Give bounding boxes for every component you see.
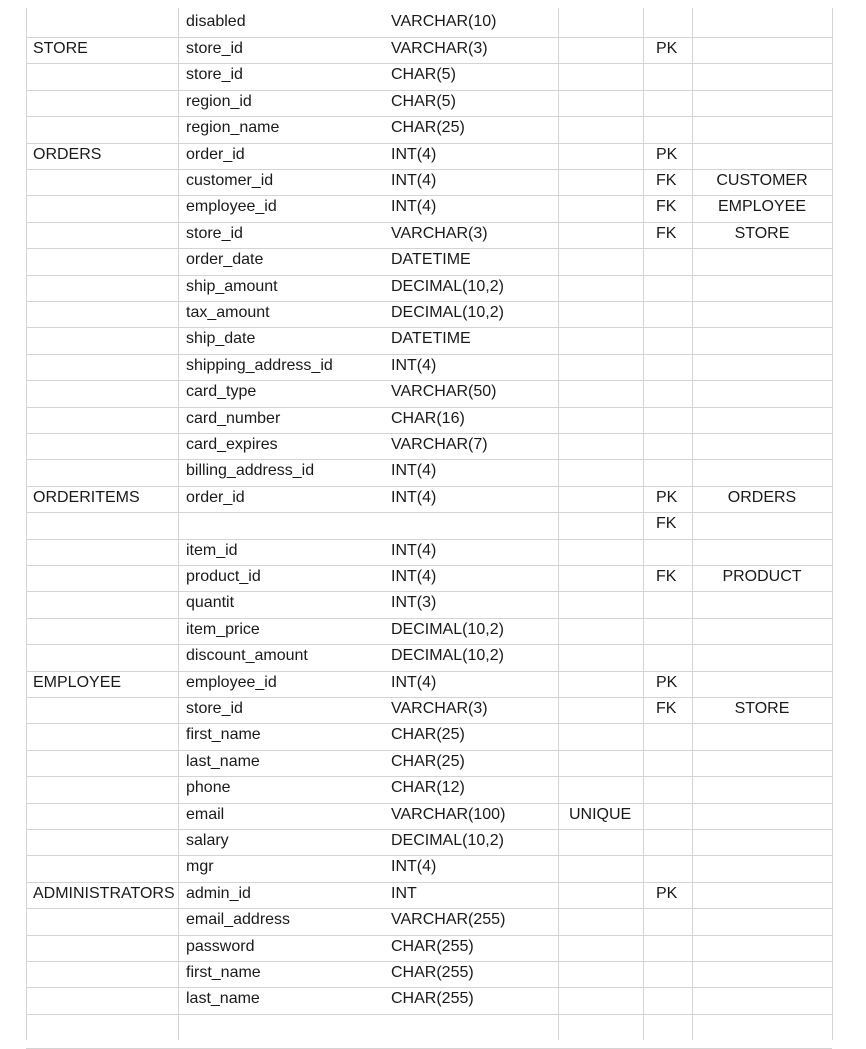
data-type-cell: CHAR(5) [391,92,456,110]
table-row [26,380,832,406]
table-row [26,459,832,485]
table-name-cell: STORE [33,40,88,57]
table-name-cell: ADMINISTRATORS [33,884,175,902]
data-type-cell: DECIMAL(10,2) [391,620,504,638]
table-row [26,433,832,459]
column-divider [832,8,833,1040]
table-row [26,407,832,433]
table-row [26,935,832,961]
row-divider [26,1014,832,1015]
field-name-cell: region_name [186,119,280,137]
table-row [26,275,832,301]
table-row [26,539,832,565]
data-type-cell: CHAR(25) [391,119,465,137]
table-row [26,908,832,934]
data-type-cell: CHAR(16) [391,409,465,427]
table-name-cell: ORDERITEMS [33,488,140,506]
data-type-cell: DECIMAL(10,2) [391,304,504,321]
data-type-cell: VARCHAR(100) [391,805,506,823]
field-name-cell: employee_id [186,198,277,216]
table-row [26,987,832,1013]
field-name-cell: disabled [186,13,246,30]
table-row [26,486,832,512]
data-type-cell: CHAR(12) [391,779,465,797]
field-name-cell: store_id [186,224,243,242]
field-name-cell: salary [186,832,229,849]
field-name-cell: discount_amount [186,647,308,665]
data-type-cell: INT(3) [391,594,437,612]
reference-cell: STORE [734,700,790,717]
data-type-cell: INT [391,884,417,902]
table-row [26,591,832,617]
field-name-cell: card_number [186,409,281,427]
table-row [26,776,832,802]
data-type-cell: INT(4) [391,858,437,876]
table-row [26,37,832,63]
key-cell: PK [656,673,678,691]
data-type-cell: INT(4) [391,198,437,216]
field-name-cell: order_id [186,488,245,506]
table-row [26,8,832,37]
data-type-cell: VARCHAR(3) [391,40,488,57]
reference-cell: CUSTOMER [716,172,808,189]
table-row [26,90,832,116]
data-type-cell: CHAR(5) [391,66,456,84]
data-type-cell: VARCHAR(7) [391,436,488,453]
field-name-cell: first_name [186,964,261,981]
data-type-cell: VARCHAR(50) [391,383,497,401]
data-type-cell: INT(4) [391,172,437,189]
table-row [26,697,832,723]
field-name-cell: ship_amount [186,277,278,295]
data-type-cell: INT(4) [391,356,437,374]
table-row [26,961,832,987]
table-row [26,327,832,353]
data-type-cell: VARCHAR(10) [391,13,497,30]
key-cell: FK [656,515,677,533]
table-row [26,222,832,248]
schema-table [26,8,832,1018]
table-row [26,618,832,644]
table-row [26,829,832,855]
table-row [26,750,832,776]
key-cell: FK [656,172,677,189]
table-row [26,301,832,327]
table-row [26,116,832,142]
table-row [26,803,832,829]
unique-cell: UNIQUE [569,805,632,823]
data-type-cell: VARCHAR(3) [391,700,488,717]
data-type-cell: CHAR(25) [391,726,465,744]
field-name-cell: store_id [186,700,243,717]
table-row [26,248,832,274]
field-name-cell: mgr [186,858,214,876]
reference-cell: EMPLOYEE [717,198,807,216]
data-type-cell: DECIMAL(10,2) [391,832,504,849]
table-row [26,169,832,195]
data-type-cell: INT(4) [391,145,437,163]
table-row [26,855,832,881]
key-cell: PK [656,40,678,57]
data-type-cell: DECIMAL(10,2) [391,647,504,665]
table-row [26,882,832,908]
data-type-cell: CHAR(255) [391,964,474,981]
data-type-cell: CHAR(25) [391,752,465,770]
field-name-cell: last_name [186,752,260,770]
data-type-cell: DECIMAL(10,2) [391,277,504,295]
table-row [26,512,832,538]
field-name-cell: region_id [186,92,252,110]
key-cell: FK [656,568,677,585]
field-name-cell: shipping_address_id [186,356,333,374]
table-row [26,723,832,749]
field-name-cell: tax_amount [186,304,270,321]
field-name-cell: password [186,937,255,955]
data-type-cell: INT(4) [391,541,437,559]
data-type-cell: DATETIME [391,251,471,269]
table-row [26,354,832,380]
field-name-cell: ship_date [186,330,256,348]
table-row [26,63,832,89]
field-name-cell: store_id [186,40,243,57]
data-type-cell: VARCHAR(3) [391,224,488,242]
table-name-cell: EMPLOYEE [33,673,122,691]
table-name-cell: ORDERS [33,145,102,163]
data-type-cell: INT(4) [391,568,437,585]
data-type-cell: DATETIME [391,330,471,348]
field-name-cell: order_date [186,251,264,269]
field-name-cell: phone [186,779,231,797]
field-name-cell: item_price [186,620,260,638]
table-row [26,195,832,221]
data-type-cell: INT(4) [391,488,437,506]
data-type-cell: VARCHAR(255) [391,911,506,929]
key-cell: PK [656,884,678,902]
field-name-cell: customer_id [186,172,274,189]
data-type-cell: CHAR(255) [391,990,474,1008]
reference-cell: PRODUCT [722,568,802,585]
field-name-cell: employee_id [186,673,277,691]
field-name-cell: card_type [186,383,257,401]
data-type-cell: CHAR(255) [391,937,474,955]
field-name-cell: email_address [186,911,291,929]
field-name-cell: billing_address_id [186,462,315,480]
field-name-cell: quantit [186,594,235,612]
key-cell: FK [656,700,677,717]
field-name-cell: store_id [186,66,243,84]
field-name-cell: card_expires [186,436,278,453]
field-name-cell: email [186,805,225,823]
data-type-cell: INT(4) [391,462,437,480]
key-cell: FK [656,198,677,216]
key-cell: FK [656,224,677,242]
field-name-cell: order_id [186,145,245,163]
data-type-cell: INT(4) [391,673,437,691]
table-row [26,143,832,169]
field-name-cell: first_name [186,726,261,744]
field-name-cell: admin_id [186,884,251,902]
field-name-cell: product_id [186,568,261,585]
field-name-cell: item_id [186,541,238,559]
reference-cell: ORDERS [727,488,797,506]
table-row [26,671,832,697]
key-cell: PK [656,145,678,163]
field-name-cell: last_name [186,990,260,1008]
reference-cell: STORE [734,224,790,242]
key-cell: PK [656,488,678,506]
table-row [26,565,832,591]
table-row [26,644,832,670]
